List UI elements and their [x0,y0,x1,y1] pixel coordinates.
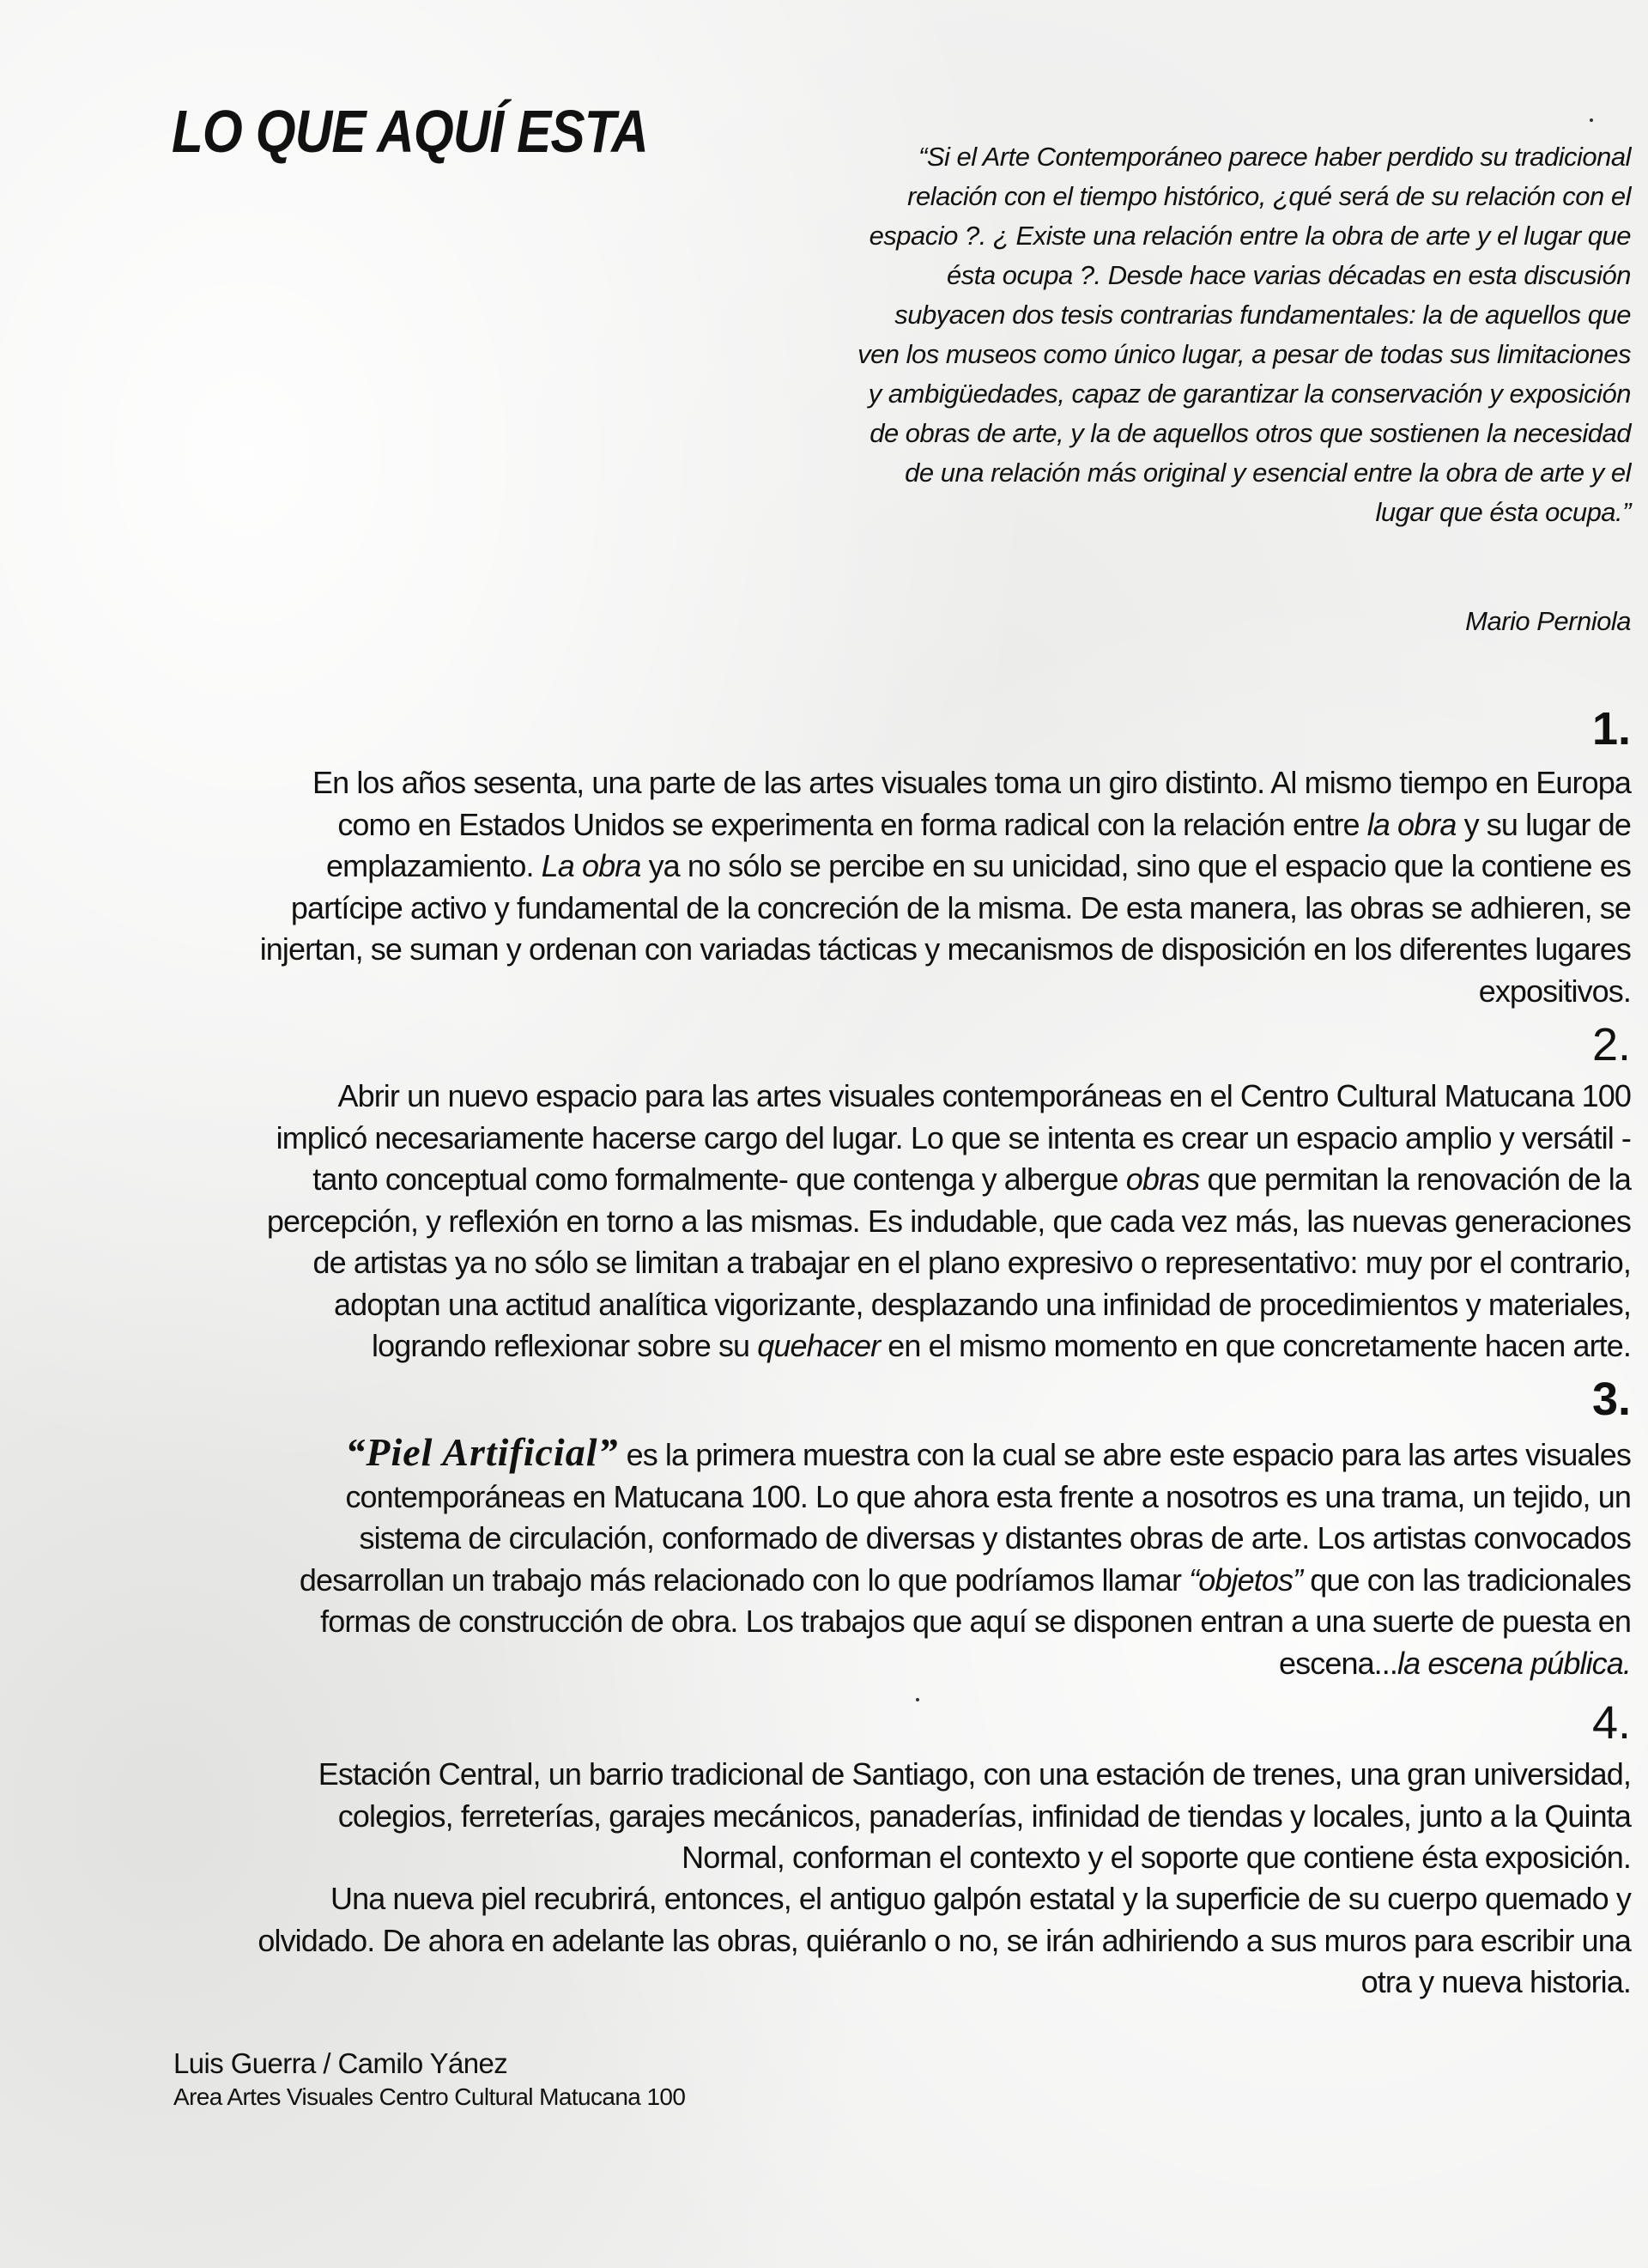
section-number-3: 3. [1591,1374,1631,1425]
epigraph-quote: “Si el Arte Contemporáneo parece haber perdido su tradicional relación con el tiempo histórico, ¿qué será de su relación con el espacio ?. ¿ Existe una relación entre la obra de arte y el lugar que ésta ocupa ?. Desde hace varias décadas en esta discusión subyacen dos tesis contrarias fundamentales: la de aquellos que ven los museos como único lugar, a pesar de todas sus limitaciones y ambigüedades, capaz de garantizar la conservación y exposición de obras de arte, y la de aquellos otros que sostienen la necesidad de una relación más original y esencial entre la obra de arte y el lugar que ésta ocupa.” [857,142,1631,527]
section-2-paragraph [243,1076,1631,1367]
section-number-1: 1. [1591,703,1631,755]
exhibition-title: “Piel Artificial” [345,1430,619,1474]
section-3-emphasis-objetos: “objetos” [1189,1562,1303,1598]
signature-affiliation: Area Artes Visuales Centro Cultural Matucana 100 [173,2083,686,2110]
scan-speck [916,1698,919,1701]
section-1-emphasis-la-obra: la obra [1366,806,1457,842]
section-4-paragraph-2: Una nueva piel recubrirá, entonces, el antiguo galpón estatal y la superficie de su cuerpo quemado y olvidado. De ahora en adelante las obras, quiéranlo o no, se irán adhiriendo a sus muros para escribir una otra y nueva historia. [258,1881,1631,1999]
section-3-text-b: es la primera muestra con la cual se abre este espacio para las artes visuales contemporáneas en Matucana 100. Lo que ahora esta frente a nosotros es una trama, un tejido, un sistema de circulación, conformado de diversas y distantes obras de arte. Los artistas convocados desarrollan un trabajo más relacionado con lo que podríamos llamar [299,1437,1631,1598]
section-1-text-e: ya no sólo se percibe en su unicidad, sino que el espacio que la contiene es partícipe activo y fundamental de la concreción de la misma. De esta manera, las obras se adhieren, se injertan, se suman y ordenan con variadas tácticas y mecanismos de disposición en los diferentes lugares expositivos. [259,848,1631,1009]
section-2-emphasis-obras: obras [1125,1161,1200,1197]
page-title: LO QUE AQUÍ ESTA [172,98,648,165]
section-3-paragraph [243,1432,1631,1684]
section-1-paragraph [243,762,1631,1012]
scan-speck [1590,118,1593,122]
section-3-text-d: que con las tradicionales formas de construcción de obra. Los trabajos que aquí se disponen entran a una suerte de puesta en escena... [320,1562,1631,1681]
section-2-emphasis-quehacer: quehacer [757,1328,881,1363]
section-3-emphasis-escena-publica: la escena pública. [1397,1645,1631,1681]
section-1-emphasis-la-obra-2: La obra [541,848,641,883]
section-2-text-e: en el mismo momento en que concretamente hacen arte. [880,1328,1631,1363]
signature-authors: Luis Guerra / Camilo Yánez [173,2047,508,2079]
section-1-text-a: En los años sesenta, una parte de las artes visuales toma un giro distinto. Al mismo tiempo en Europa como en Estados Unidos se experimenta en forma radical con la relación entre [312,765,1631,842]
section-2-text-c: que permitan la renovación de la percepción, y reflexión en torno a las mismas. Es indudable, que cada vez más, las nuevas generaciones de artistas ya no sólo se limitan a trabajar en el plano expresivo o representativo: muy por el contrario, adoptan una actitud analítica vigorizante, desplazando una infinidad de procedimientos y materiales, logrando reflexionar sobre su [266,1161,1631,1363]
section-2-text-a: Abrir un nuevo espacio para las artes visuales contemporáneas en el Centro Cultural Matucana 100 implicó necesariamente hacerse cargo del lugar. Lo que se intenta es crear un espacio amplio y versátil -tanto conceptual como formalmente- que contenga y albergue [276,1078,1631,1197]
section-number-4: 4. [1591,1697,1631,1749]
section-4-paragraph-1: Estación Central, un barrio tradicional de Santiago, con una estación de trenes, una gran universidad, colegios, ferreterías, garajes mecánicos, panaderías, infinidad de tiendas y locales, junto a la Quinta Normal, conforman el contexto y el soporte que contiene ésta exposición. [318,1756,1631,1875]
epigraph-author: Mario Perniola [1465,606,1631,636]
section-1-text-c: y su lugar de emplazamiento. [326,806,1631,883]
section-number-2: 2. [1591,1019,1631,1070]
